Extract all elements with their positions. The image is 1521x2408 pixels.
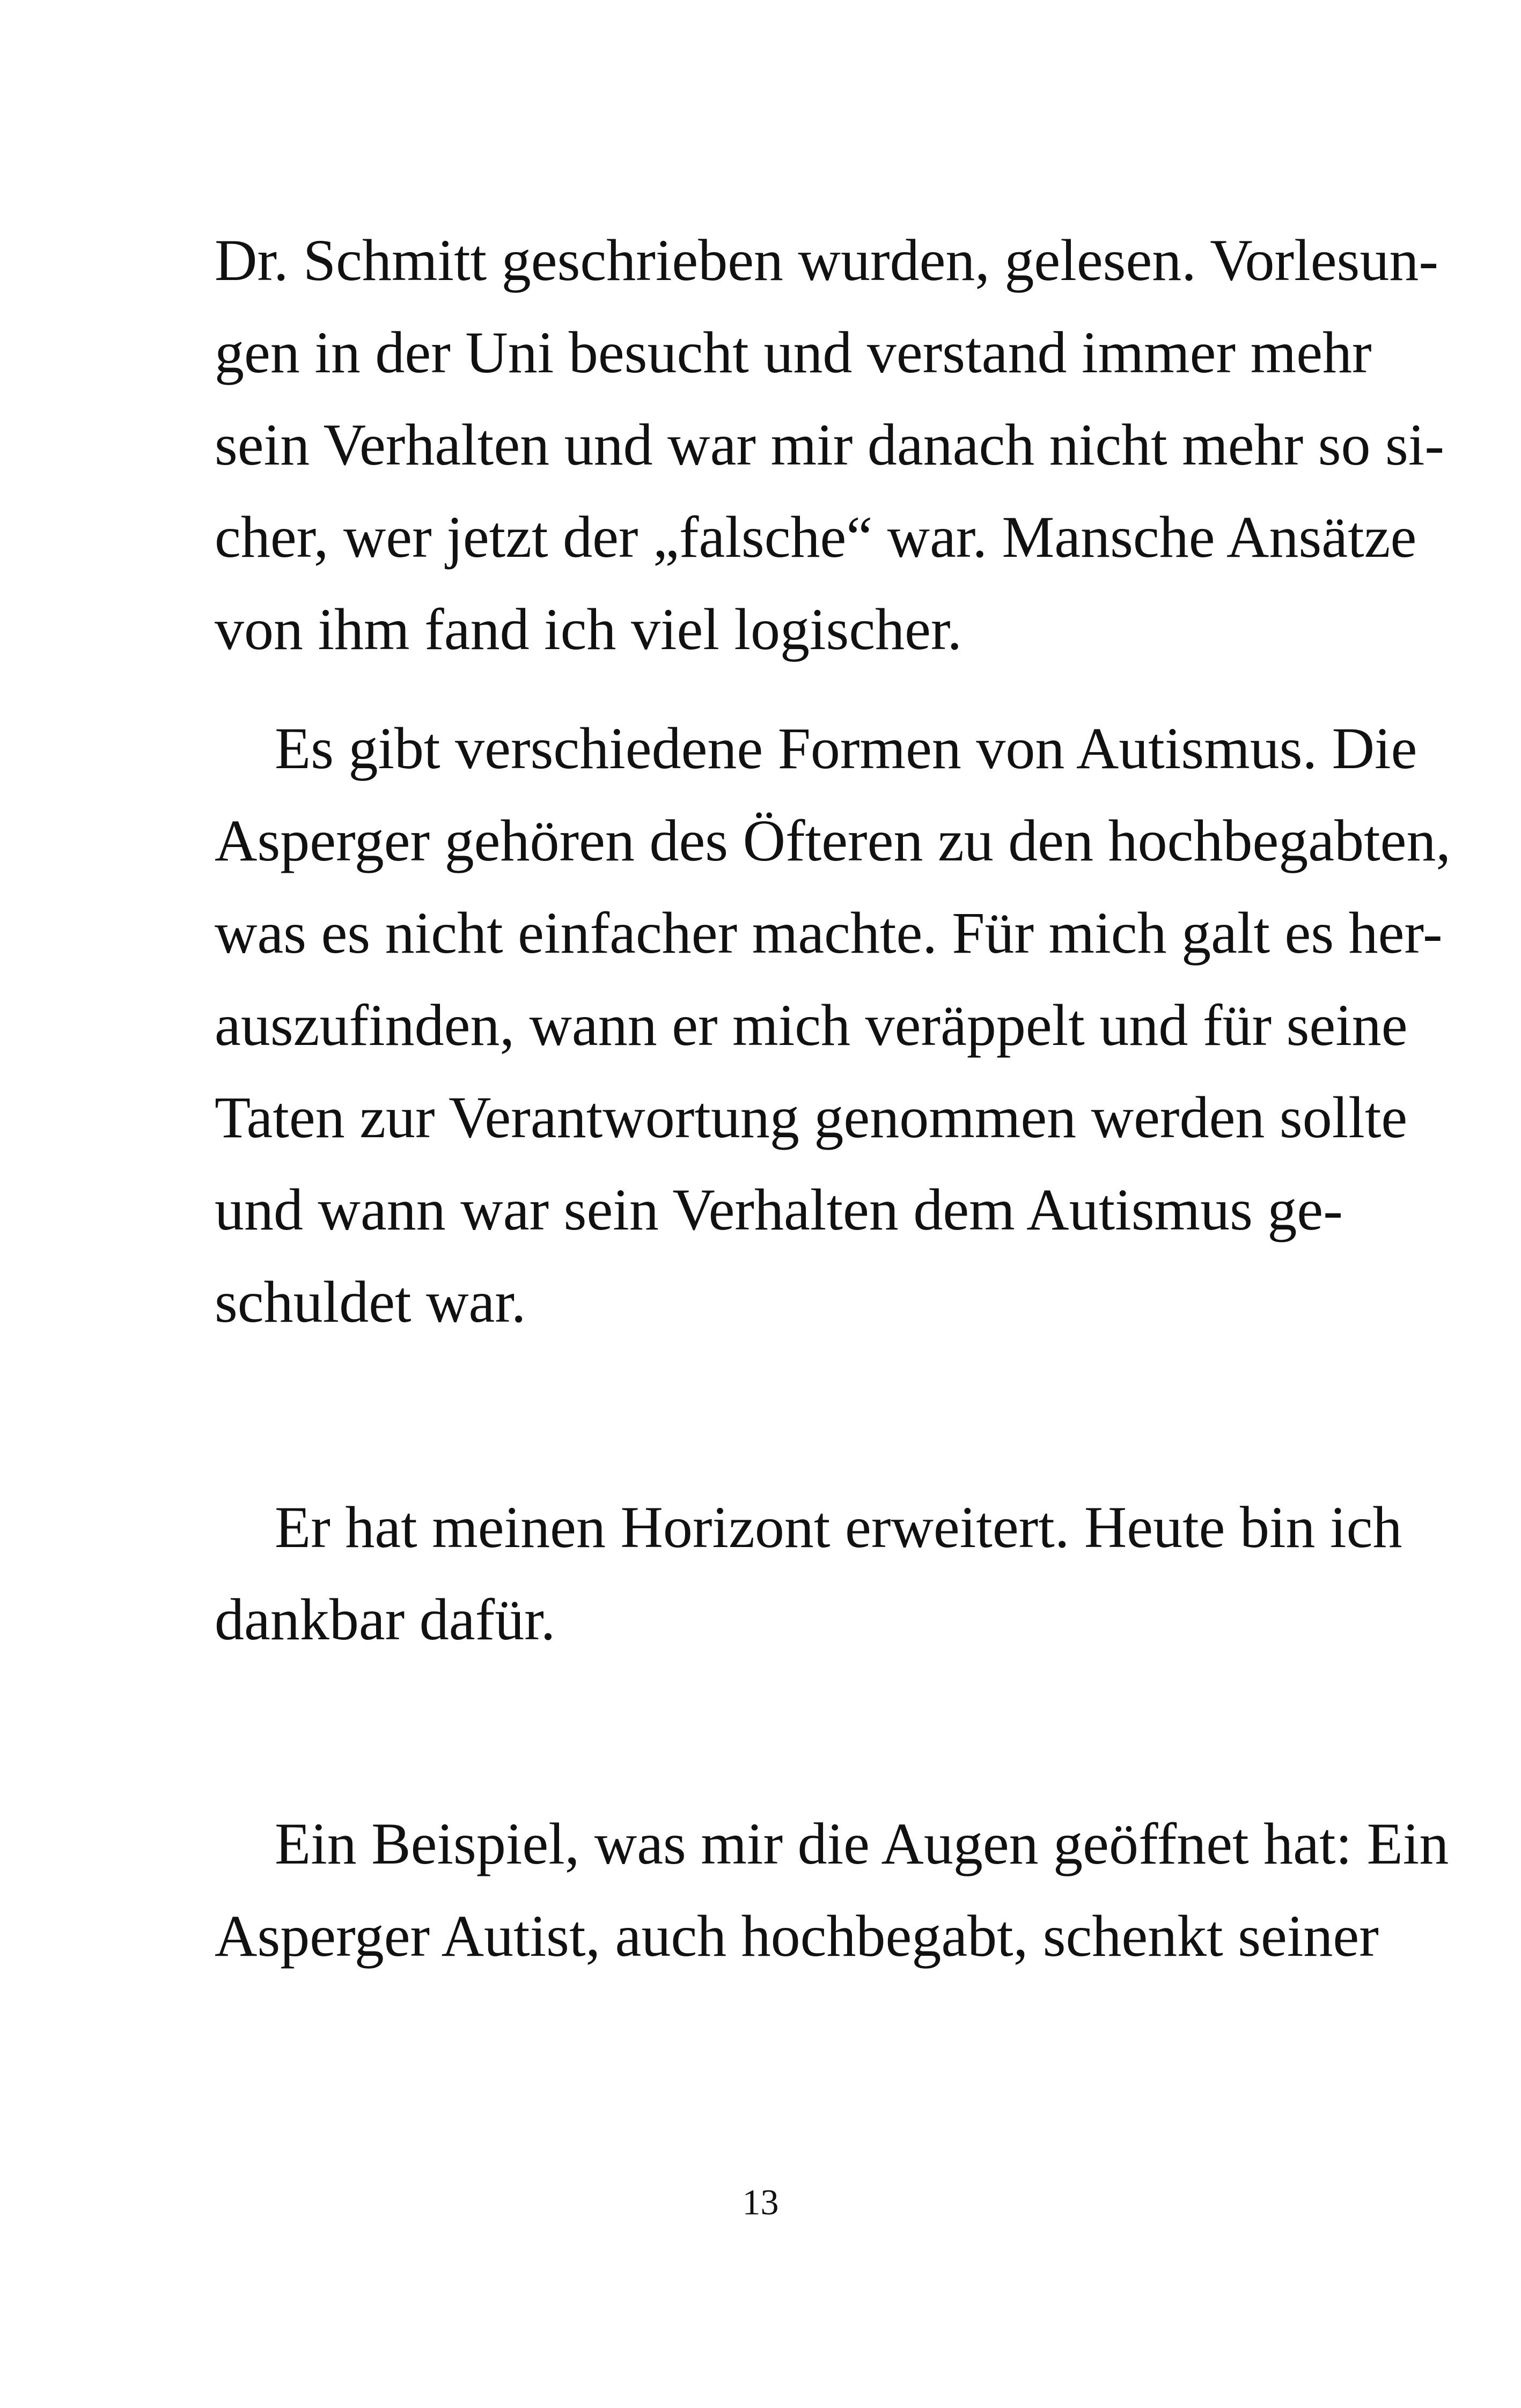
- text-line: Dr. Schmitt geschrieben wurden, gelesen. Vorlesun-: [215, 227, 1438, 293]
- text-line: Asperger gehören des Öfteren zu den hochbegabten,: [215, 808, 1451, 873]
- text-line: Es gibt verschiedene Formen von Autismus. Die: [275, 716, 1417, 781]
- text-line: von ihm fand ich viel logischer.: [215, 597, 962, 662]
- text-line: Asperger Autist, auch hochbegabt, schenkt seiner: [215, 1903, 1379, 1969]
- text-line: gen in der Uni besucht und verstand immer mehr: [215, 320, 1372, 385]
- text-line: Er hat meinen Horizont erweitert. Heute bin ich: [275, 1494, 1402, 1560]
- text-line: dankbar dafür.: [215, 1587, 556, 1652]
- text-line: was es nicht einfacher machte. Für mich galt es her-: [215, 900, 1443, 966]
- text-line: cher, wer jetzt der „falsche“ war. Mansche Ansätze: [215, 504, 1417, 570]
- page-number: 13: [742, 2182, 779, 2222]
- text-line: Ein Beispiel, was mir die Augen geöffnet hat: Ein: [275, 1811, 1449, 1876]
- text-line: Taten zur Verantwortung genommen werden sollte: [215, 1085, 1408, 1150]
- text-line: sein Verhalten und war mir danach nicht mehr so si-: [215, 412, 1445, 477]
- text-line: auszufinden, wann er mich veräppelt und für seine: [215, 992, 1408, 1058]
- text-line: schuldet war.: [215, 1269, 526, 1335]
- text-line: und wann war sein Verhalten dem Autismus ge-: [215, 1177, 1343, 1242]
